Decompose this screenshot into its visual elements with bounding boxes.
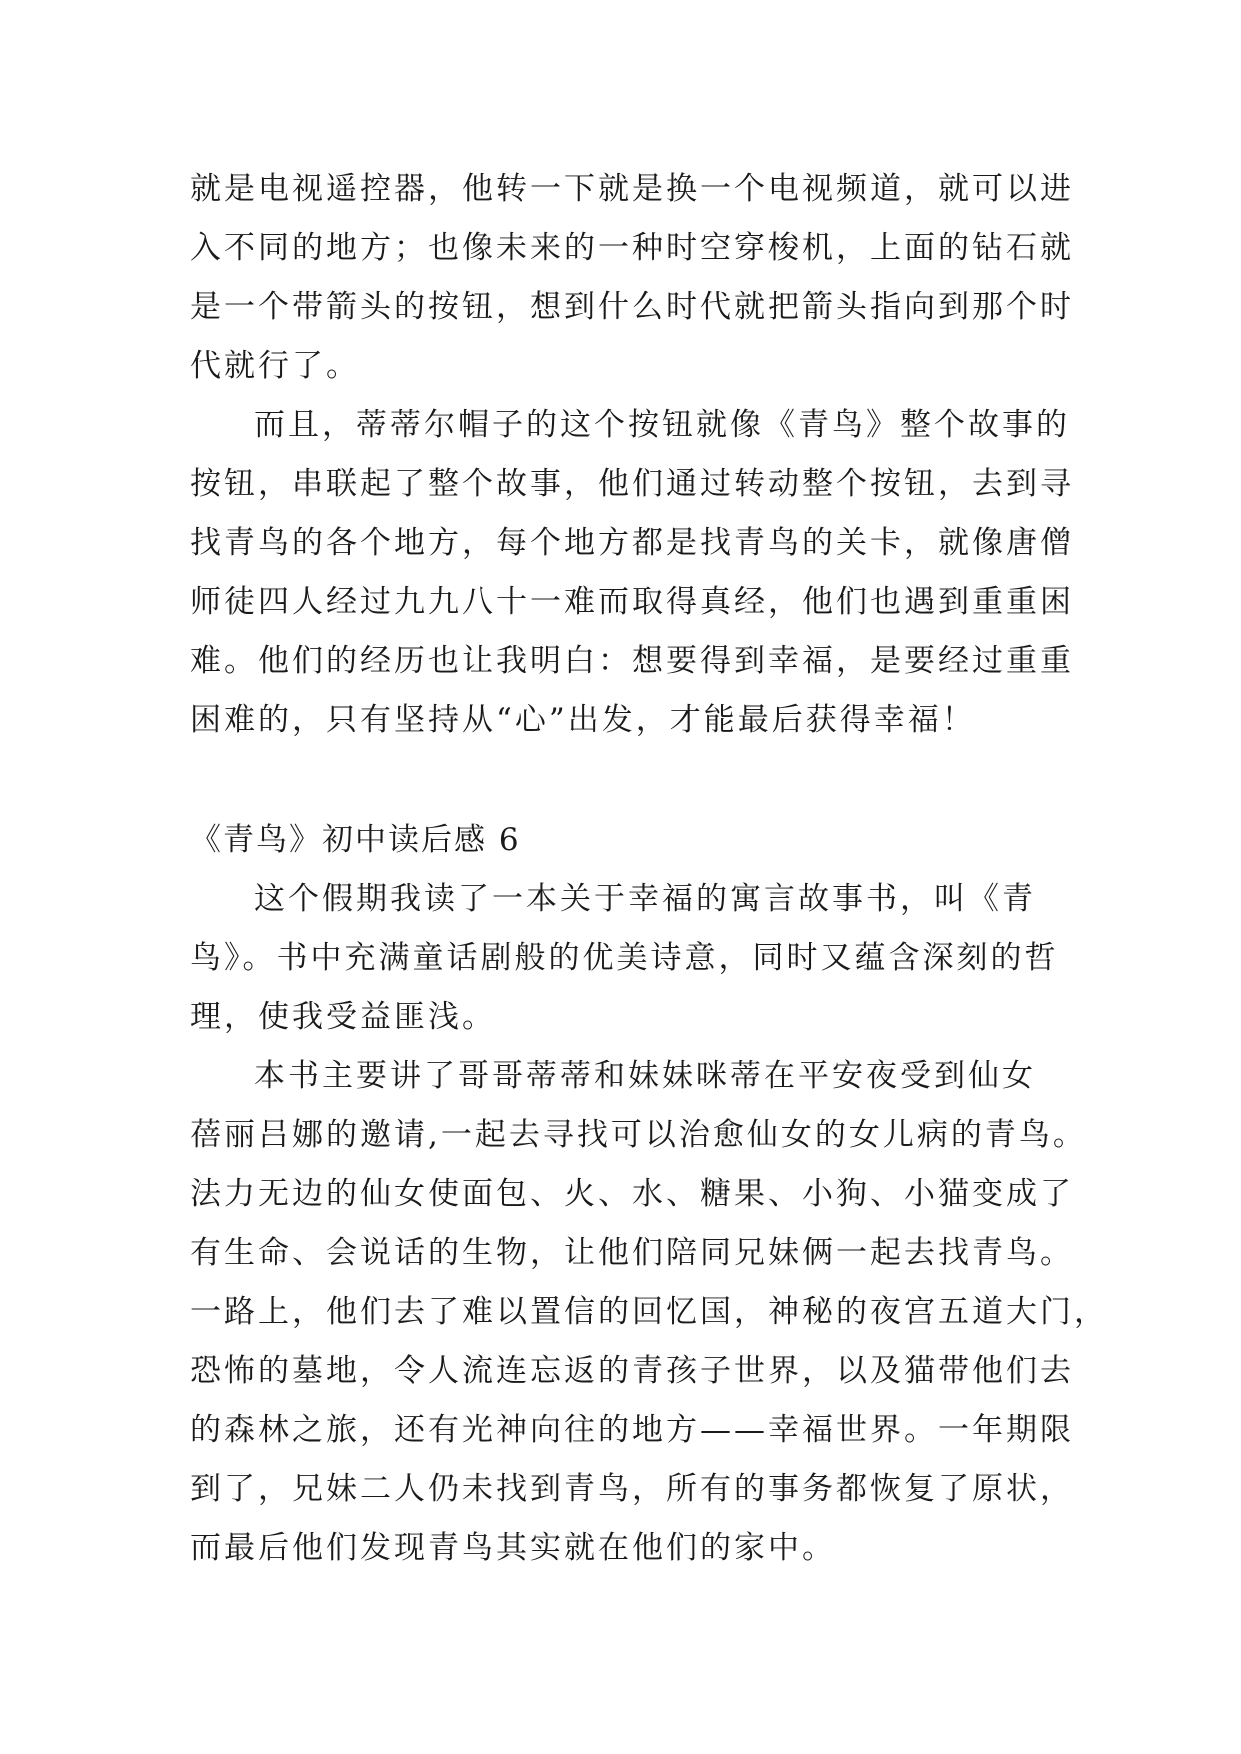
text-line: 这个假期我读了一本关于幸福的寓言故事书，叫《青 — [254, 881, 1036, 917]
text-line: 一路上，他们去了难以置信的回忆国，神秘的夜宫五道大门， — [190, 1294, 1108, 1330]
section-heading: 《青鸟》初中读后感 6 — [190, 822, 521, 858]
paragraph — [190, 396, 1074, 750]
text-line: 恐怖的墓地，令人流连忘返的青孩子世界，以及猫带他们去 — [190, 1353, 1074, 1389]
paragraph — [190, 1047, 1108, 1578]
text-line: 有生命、会说话的生物，让他们陪同兄妹俩一起去找青鸟。 — [190, 1235, 1074, 1271]
text-line: 找青鸟的各个地方，每个地方都是找青鸟的关卡，就像唐僧 — [190, 525, 1074, 561]
text-line: 鸟》。书中充满童话剧般的优美诗意，同时又蕴含深刻的哲 — [190, 940, 1059, 976]
text-line: 到了，兄妹二人仍未找到青鸟，所有的事务都恢复了原状， — [190, 1471, 1074, 1507]
paragraph — [190, 160, 1074, 396]
document-page — [190, 160, 1108, 1578]
text-line: 而且，蒂蒂尔帽子的这个按钮就像《青鸟》整个故事的 — [254, 407, 1070, 443]
text-line: 而最后他们发现青鸟其实就在他们的家中。 — [190, 1530, 836, 1566]
text-line: 按钮，串联起了整个故事，他们通过转动整个按钮，去到寻 — [190, 466, 1074, 502]
text-line: 是一个带箭头的按钮，想到什么时代就把箭头指向到那个时 — [190, 289, 1074, 325]
text-line: 蓓丽吕娜的邀请,一起去寻找可以治愈仙女的女儿病的青鸟。 — [190, 1117, 1087, 1153]
section-gap — [190, 750, 1070, 811]
text-line: 就是电视遥控器，他转一下就是换一个电视频道，就可以进 — [190, 171, 1074, 207]
text-line: 困难的，只有坚持从“心”出发，才能最后获得幸福！ — [190, 702, 976, 738]
text-line: 法力无边的仙女使面包、火、水、糖果、小狗、小猫变成了 — [190, 1176, 1074, 1212]
text-line: 入不同的地方；也像未来的一种时空穿梭机，上面的钻石就 — [190, 230, 1074, 266]
text-line: 师徒四人经过九九八十一难而取得真经，他们也遇到重重困 — [190, 584, 1074, 620]
text-line: 代就行了。 — [190, 348, 360, 384]
text-line: 的森林之旅，还有光神向往的地方——幸福世界。一年期限 — [190, 1412, 1074, 1448]
text-line: 本书主要讲了哥哥蒂蒂和妹妹咪蒂在平安夜受到仙女 — [254, 1058, 1036, 1094]
text-line: 理，使我受益匪浅。 — [190, 999, 496, 1035]
text-line: 难。他们的经历也让我明白：想要得到幸福，是要经过重重 — [190, 643, 1074, 679]
paragraph — [190, 870, 1070, 1047]
